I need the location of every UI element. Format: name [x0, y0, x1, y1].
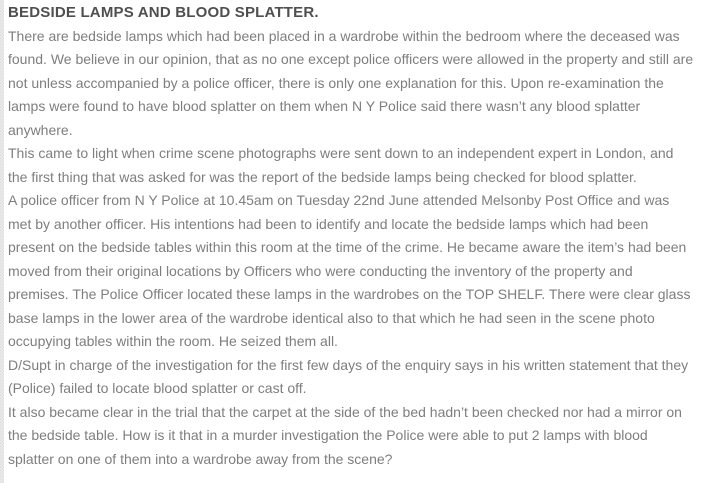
- article-heading: BEDSIDE LAMPS AND BLOOD SPLATTER.: [8, 4, 319, 21]
- paragraph-trial-question: It also became clear in the trial that the carpet at the side of the bed hadn’t been checked nor had a mirror on the bedside table. How is it that in a murder investigation the Police were able to put 2 lamps with blood splatter on one of them into a wardrobe away from the scene?: [8, 403, 682, 467]
- page-edge-texture: [0, 0, 4, 483]
- paragraph-independent-expert: This came to light when crime scene photographs were sent down to an independent expert in London, and the first thing that was asked for was the report of the bedside lamps being checked for blood splatter.: [8, 145, 674, 185]
- paragraph-dsupt-statement: D/Supt in charge of the investigation for the first few days of the enquiry says in his written statement that they (Police) failed to locate blood splatter or cast off.: [8, 356, 689, 396]
- paragraph-police-officer-visit: A police officer from N Y Police at 10.45am on Tuesday 22nd June attended Melsonby Post Office and was met by another officer. His intentions had been to identify and locate the bedside lamps which had been present on the bedside tables within this room at the time of the crime. He became aware the item’s had been moved from their original locations by Officers who were conducting the inventory of the property and premises. The Police Officer located these lamps in the wardrobes on the TOP SHELF. There were clear glass base lamps in the lower area of the wardrobe identical also to that which he had seen in the scene photo occupying tables within the room. He seized them all.: [8, 192, 691, 349]
- paragraph-lamps-found: There are bedside lamps which had been placed in a wardrobe within the bedroom where the deceased was found. We believe in our opinion, that as no one except police officers were allowed in the property and still are not unless accompanied by a police officer, there is only one explanation for this. Upon re-examination the lamps were found to have blood splatter on them when N Y Police said there wasn’t any blood splatter anywhere.: [8, 27, 694, 138]
